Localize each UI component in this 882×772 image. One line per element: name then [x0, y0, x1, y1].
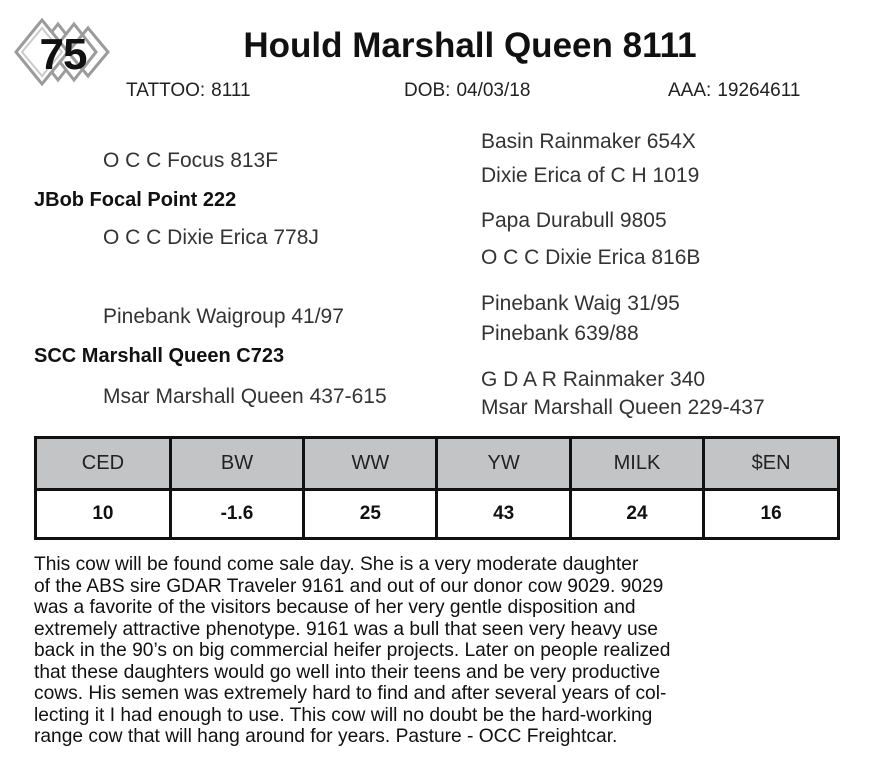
pedigree-ssd: Dixie Erica of C H 1019 — [481, 164, 700, 187]
pedigree-sire: JBob Focal Point 222 — [34, 189, 237, 211]
dob-value: 04/03/18 — [456, 80, 531, 101]
dob-info — [404, 80, 530, 102]
pedigree-dam-dam: Msar Marshall Queen 437-615 — [103, 385, 387, 408]
aaa-info — [668, 80, 800, 102]
lot-number: 75 — [39, 30, 87, 79]
epd-value-ww: 25 — [304, 489, 437, 537]
description-line: of the ABS sire GDAR Traveler 9161 and out of our donor cow 9029. 9029 — [34, 575, 664, 597]
epd-value-row — [37, 489, 837, 537]
description-line: lecting it I had enough to use. This cow will no doubt be the hard-working — [34, 704, 653, 726]
epd-value-bw: -1.6 — [170, 489, 303, 537]
pedigree-dam: SCC Marshall Queen C723 — [34, 345, 285, 367]
description-line: cows. His semen was extremely hard to find and after several years of col- — [34, 683, 667, 704]
epd-header-bw: BW — [170, 439, 303, 489]
epd-header-milk: MILK — [570, 439, 703, 489]
pedigree-ddd: Msar Marshall Queen 229-437 — [481, 396, 765, 419]
pedigree-sire-sire: O C C Focus 813F — [103, 149, 279, 172]
pedigree-sire-dam: O C C Dixie Erica 778J — [103, 226, 319, 249]
pedigree-dam-sire: Pinebank Waigroup 41/97 — [103, 305, 344, 328]
description — [34, 554, 846, 748]
description-line: extremely attractive phenotype. 9161 was a bull that seen very heavy use — [34, 618, 658, 640]
epd-value-ced: 10 — [37, 489, 170, 537]
epd-header-ced: CED — [37, 439, 170, 489]
pedigree-sds: Papa Durabull 9805 — [481, 209, 667, 232]
description-line: range cow that will hang around for years. Pasture - OCC Freightcar. — [34, 726, 618, 747]
pedigree-dsd: Pinebank 639/88 — [481, 322, 639, 345]
tattoo-info — [126, 80, 251, 102]
epd-value-milk: 24 — [570, 489, 703, 537]
aaa-value: 19264611 — [717, 80, 801, 101]
epd-header-yw: YW — [437, 439, 570, 489]
aaa-label: AAA: — [668, 80, 712, 101]
epd-header-row — [37, 439, 837, 489]
pedigree-dds: G D A R Rainmaker 340 — [481, 368, 706, 391]
epd-header-ww: WW — [304, 439, 437, 489]
description-line: was a favorite of the visitors because of her very gentle disposition and — [34, 597, 636, 618]
pedigree-dss: Pinebank Waig 31/95 — [481, 292, 680, 315]
description-line: This cow will be found come sale day. She is a very moderate daughter — [34, 554, 639, 575]
description-line: that these daughters would go well into their teens and be very productive — [34, 661, 661, 683]
description-line: back in the 90’s on big commercial heifer projects. Later on people realized — [34, 640, 671, 661]
epd-table — [34, 436, 840, 540]
epd-value-en: 16 — [760, 502, 782, 524]
epd-header-en: $EN — [704, 439, 837, 489]
tattoo-value: 8111 — [211, 80, 251, 101]
dob-label: DOB: — [404, 80, 451, 101]
pedigree-sss: Basin Rainmaker 654X — [481, 130, 696, 153]
epd-value-yw: 43 — [437, 489, 570, 537]
lot-badge — [12, 16, 114, 88]
page-title: Hould Marshall Queen 8111 — [243, 26, 697, 65]
tattoo-label: TATTOO: — [126, 80, 206, 101]
pedigree-sdd: O C C Dixie Erica 816B — [481, 246, 701, 269]
